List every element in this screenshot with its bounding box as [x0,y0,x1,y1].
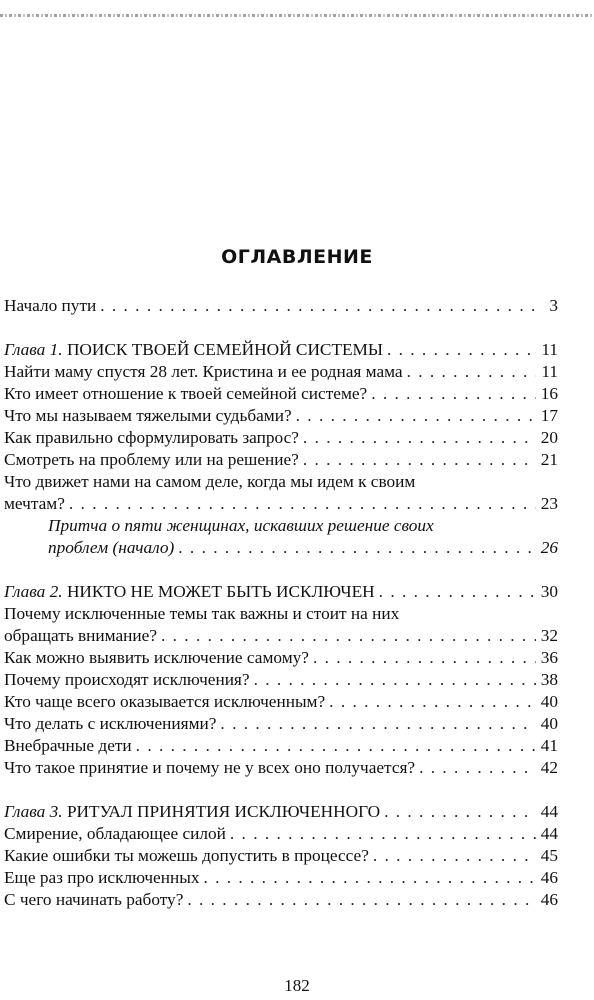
entry-title: Почему происходят исключения? [4,670,250,689]
entry-page: 46 [540,890,558,909]
entry-title: Кто имеет отношение к твоей семейной системе? [4,384,368,403]
toc-entry[interactable] [4,493,558,515]
entry-page: 11 [541,340,558,359]
entry-page: 23 [540,494,558,513]
toc-entry[interactable] [4,713,558,735]
entry-title: Какие ошибки ты можешь допустить в процессе? [4,846,369,865]
dot-leader [203,867,536,889]
dot-leader [387,339,536,361]
toc-chapter-3[interactable] [4,801,558,823]
dot-leader [303,427,536,449]
entry-page: 11 [541,362,558,381]
entry-page: 36 [540,648,558,667]
dot-leader [419,757,536,779]
dot-leader [296,405,536,427]
toc-entry[interactable] [4,757,558,779]
toc-entry-intro[interactable] [4,295,558,317]
toc-entry-first-line[interactable]: Что движет нами на самом деле, когда мы идем к своим [4,472,416,491]
entry-title: Еще раз про исключенных [4,868,200,887]
dot-leader [187,889,536,911]
entry-page: 41 [540,736,558,755]
chapter-title: РИТУАЛ ПРИНЯТИЯ ИСКЛЮЧЕННОГО [66,802,381,821]
entry-title: проблем (начало) [48,538,175,557]
toc-entry[interactable] [4,625,558,647]
dot-leader [161,625,536,647]
toc-entry[interactable] [4,449,558,471]
entry-page: 40 [540,692,558,711]
dot-leader [373,845,536,867]
entry-title: Как можно выявить исключение самому? [4,648,309,667]
toc-entry[interactable] [4,427,558,449]
toc-entry[interactable] [4,823,558,845]
toc-entry[interactable] [4,405,558,427]
dot-leader [136,735,536,757]
entry-title: Что делать с исключениями? [4,714,217,733]
toc-entry[interactable] [4,845,558,867]
page-number: 182 [284,976,310,995]
table-of-contents [4,292,558,911]
entry-page: 44 [540,802,558,821]
toc-entry[interactable] [4,867,558,889]
toc-chapter-2[interactable] [4,581,558,603]
dot-leader [407,361,536,383]
entry-title: Начало пути [4,296,97,315]
entry-page: 32 [540,626,558,645]
entry-page: 44 [540,824,558,843]
chapter-label: Глава 3. [4,802,63,821]
toc-entry-first-line[interactable]: Почему исключенные темы так важны и стоит на них [4,604,400,623]
dot-leader [313,647,536,669]
entry-title: Найти маму спустя 28 лет. Кристина и ее родная мама [4,362,403,381]
entry-title: мечтам? [4,494,65,513]
entry-page: 26 [540,538,558,557]
dot-leader [100,295,536,317]
entry-title: Как правильно сформулировать запрос? [4,428,299,447]
dot-leader [178,537,536,559]
entry-page: 17 [540,406,558,425]
entry-title: Что такое принятие и почему не у всех оно получается? [4,758,416,777]
entry-title: Внебрачные дети [4,736,132,755]
dot-leader [69,493,536,515]
entry-page: 46 [540,868,558,887]
chapter-label: Глава 1. [4,340,63,359]
dot-leader [220,713,536,735]
chapter-label: Глава 2. [4,582,63,601]
entry-title: Кто чаще всего оказывается исключенным? [4,692,326,711]
top-edge-rule [0,14,594,17]
entry-title: Что мы называем тяжелыми судьбами? [4,406,292,425]
toc-entry[interactable] [4,691,558,713]
dot-leader [384,801,536,823]
dot-leader [230,823,536,845]
dot-leader [303,449,536,471]
entry-page: 40 [540,714,558,733]
dot-leader [254,669,536,691]
toc-parable-first-line[interactable]: Притча о пяти женщинах, искавших решение своих [48,516,434,535]
toc-entry[interactable] [4,361,558,383]
entry-page: 20 [540,428,558,447]
toc-entry[interactable] [4,889,558,911]
entry-page: 30 [540,582,558,601]
dot-leader [371,383,536,405]
dot-leader [329,691,536,713]
entry-title: обращать внимание? [4,626,158,645]
toc-chapter-1[interactable] [4,339,558,361]
entry-page: 21 [540,450,558,469]
toc-entry[interactable] [4,669,558,691]
entry-page: 38 [540,670,558,689]
entry-title: Смотреть на проблему или на решение? [4,450,299,469]
toc-parable[interactable] [4,537,558,559]
entry-page: 3 [549,296,558,315]
entry-title: Смирение, обладающее силой [4,824,226,843]
toc-entry[interactable] [4,647,558,669]
page-title: ОГЛАВЛЕНИЕ [221,246,373,268]
entry-page: 42 [540,758,558,777]
chapter-title: ПОИСК ТВОЕЙ СЕМЕЙНОЙ СИСТЕМЫ [66,340,383,359]
chapter-title: НИКТО НЕ МОЖЕТ БЫТЬ ИСКЛЮЧЕН [66,582,375,601]
toc-entry[interactable] [4,735,558,757]
dot-leader [379,581,536,603]
toc-entry[interactable] [4,383,558,405]
entry-page: 16 [540,384,558,403]
entry-page: 45 [540,846,558,865]
entry-title: С чего начинать работу? [4,890,184,909]
